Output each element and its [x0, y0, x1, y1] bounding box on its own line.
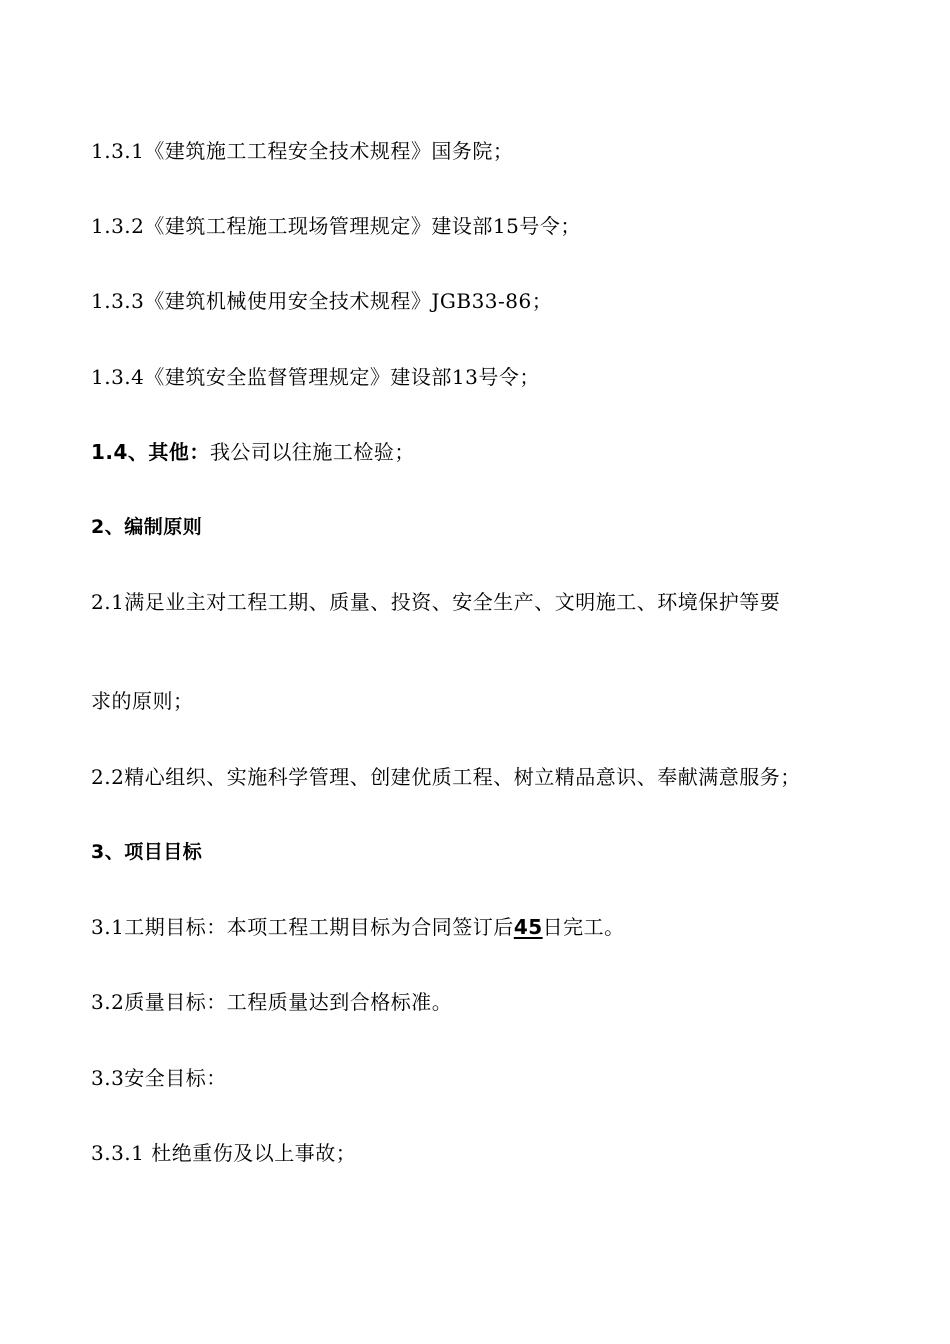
clause-1-4-text: 我公司以往施工检验； [209, 440, 415, 464]
section-3-heading: 3、项目目标 [91, 841, 203, 863]
clause-2-1-line2: 求的原则； [91, 689, 194, 713]
clause-1-4 [91, 439, 415, 465]
clause-3-1-suffix: 日完工。 [542, 915, 625, 939]
clause-1-3-3: 1.3.3《建筑机械使用安全技术规程》JGB33-86； [91, 289, 553, 313]
clause-1-3-1: 1.3.1《建筑施工工程安全技术规程》国务院； [91, 139, 514, 163]
clause-3-2: 3.2质量目标：工程质量达到合格标准。 [91, 990, 453, 1014]
clause-2-2: 2.2精心组织、实施科学管理、创建优质工程、树立精品意识、奉献满意服务； [91, 765, 801, 789]
clause-1-4-label: 1.4、其他： [91, 440, 210, 464]
clause-3-1-prefix: 3.1工期目标：本项工程工期目标为合同签订后 [91, 915, 514, 939]
clause-3-3-1: 3.3.1 杜绝重伤及以上事故； [91, 1141, 357, 1165]
clause-3-1 [91, 914, 625, 940]
clause-3-3: 3.3安全目标： [91, 1066, 227, 1090]
clause-3-1-days: 45 [513, 915, 543, 939]
clause-1-3-2: 1.3.2《建筑工程施工现场管理规定》建设部15号令； [91, 214, 581, 238]
section-2-heading: 2、编制原则 [91, 516, 203, 538]
clause-2-1-line1: 2.1满足业主对工程工期、质量、投资、安全生产、文明施工、环境保护等要 [91, 590, 781, 614]
clause-1-3-4: 1.3.4《建筑安全监督管理规定》建设部13号令； [91, 365, 540, 389]
